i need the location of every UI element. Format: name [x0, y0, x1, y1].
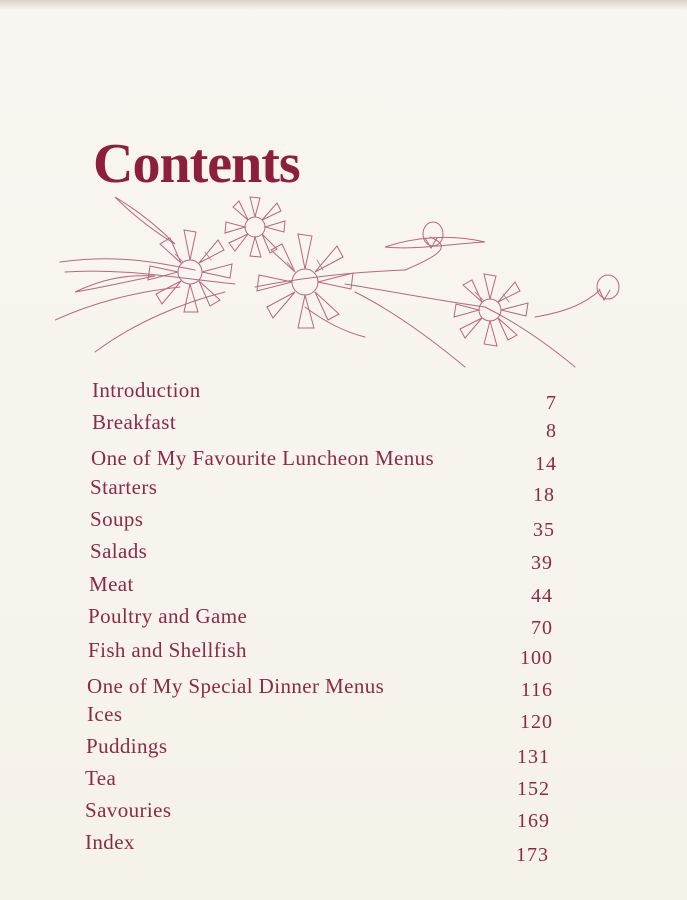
toc-entry-page-number: 35: [533, 519, 555, 541]
toc-entry-page-number: 7: [546, 392, 557, 414]
toc-entry-page-number: 70: [531, 617, 553, 639]
toc-entry-page-number: 8: [546, 420, 557, 442]
toc-entry-title: Poultry and Game: [88, 604, 248, 628]
toc-entry-page-number: 169: [517, 810, 550, 832]
page-edge-shadow: [0, 0, 687, 10]
toc-entry-title: Breakfast: [92, 410, 177, 434]
page-title: Contents: [93, 133, 300, 195]
toc-entry-title: Meat: [89, 572, 134, 596]
toc-entry-page-number: 14: [535, 453, 557, 475]
toc-entry-page-number: 18: [533, 484, 555, 506]
toc-entry-title: Savouries: [85, 798, 172, 822]
toc-entry-page-number: 173: [516, 844, 549, 866]
toc-entry-title: One of My Special Dinner Menus: [87, 674, 385, 698]
toc-entry-title: One of My Favourite Luncheon Menus: [91, 446, 435, 470]
floral-illustration-icon: [55, 192, 635, 377]
toc-entry-page-number: 100: [520, 647, 553, 669]
toc-entry-title: Fish and Shellfish: [88, 638, 247, 662]
toc-entry-page-number: 116: [520, 679, 553, 701]
toc-entry-title: Index: [85, 830, 135, 854]
toc-entry-title: Salads: [90, 539, 148, 563]
toc-entry-page-number: 39: [531, 552, 553, 574]
toc-entry-title: Starters: [90, 475, 158, 499]
toc-entry-title: Soups: [90, 507, 144, 531]
toc-entry-title: Ices: [87, 702, 123, 726]
toc-entry-title: Puddings: [86, 734, 168, 758]
toc-entry-page-number: 120: [520, 711, 553, 733]
toc-entry-page-number: 131: [517, 746, 550, 768]
toc-entry-page-number: 44: [531, 585, 553, 607]
toc-entry-title: Introduction: [92, 378, 201, 402]
toc-entry-page-number: 152: [517, 778, 550, 800]
toc-entry-title: Tea: [85, 766, 117, 790]
